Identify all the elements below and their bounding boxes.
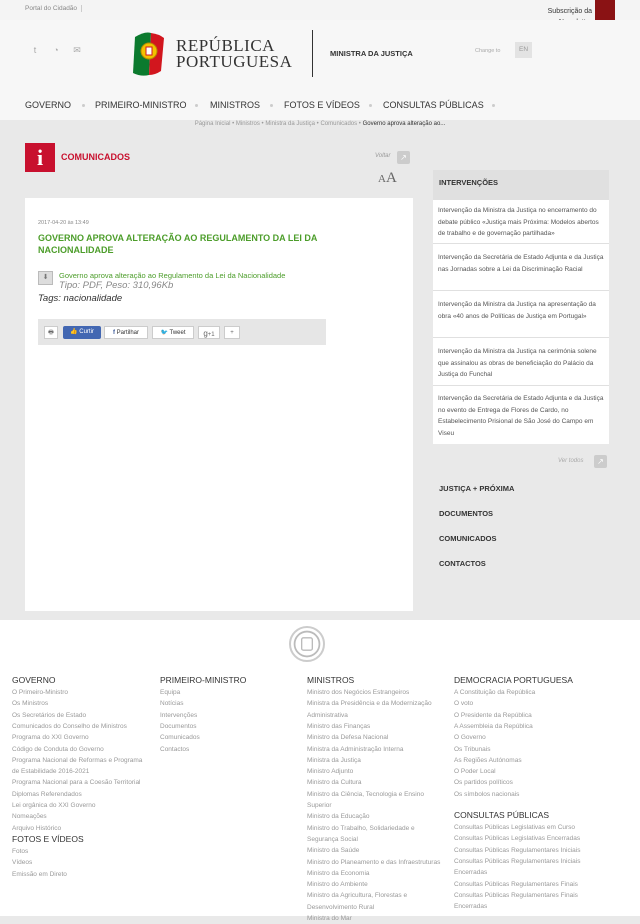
- intervention-item[interactable]: Intervenção da Secretária de Estado Adjunta e da Justiça nas Jornadas sobre a Lei da Discriminação Racial: [438, 254, 604, 273]
- email-icon[interactable]: ✉: [73, 45, 81, 55]
- intervention-item[interactable]: Intervenção da Ministra da Justiça no encerramento do debate público «Justiça mais Próxima: Modelos abertos de trabalho e de governação partilhada»: [438, 207, 599, 237]
- section-title: COMUNICADOS: [61, 152, 130, 162]
- footer-link[interactable]: Código de Conduta do Governo: [12, 745, 104, 753]
- sidebar-header: [433, 170, 609, 200]
- footer-link[interactable]: Documentos: [160, 722, 197, 730]
- nav-separator: [492, 104, 495, 107]
- intervention-item[interactable]: Intervenção da Secretária de Estado Adjunta e da Justiça no evento de Entrega de Flores de Cardo, no Estabelecimento Prisional de São José do Campo em Viseu: [438, 395, 604, 437]
- article-panel: [25, 198, 413, 611]
- footer-link[interactable]: Ministro da Educação: [307, 813, 370, 821]
- see-all-arrow-icon[interactable]: ↗: [594, 455, 607, 468]
- font-decrease-button[interactable]: A: [378, 173, 386, 185]
- footer-link[interactable]: Ministro da Saúde: [307, 847, 360, 855]
- share-label: Partilhar: [116, 330, 139, 336]
- sidebar-link-contactos[interactable]: CONTACTOS: [439, 559, 486, 568]
- footer-link[interactable]: Ministro da Economia: [307, 869, 370, 877]
- article-tags: Tags: nacionalidade: [38, 293, 123, 304]
- list-divider: [433, 290, 609, 291]
- footer-link[interactable]: Ministra da Justiça: [307, 756, 361, 764]
- download-link[interactable]: Governo aprova alteração ao Regulamento da Lei da Nacionalidade: [59, 271, 286, 280]
- footer-link[interactable]: Ministra da Administração Interna: [307, 745, 404, 753]
- footer-link[interactable]: Consultas Públicas Legislativas Encerradas: [454, 835, 581, 843]
- language-en-button[interactable]: EN: [515, 42, 532, 58]
- footer-link[interactable]: O voto: [454, 700, 474, 708]
- ministry-title: MINISTRA DA JUSTIÇA: [330, 49, 413, 58]
- back-link[interactable]: Voltar: [375, 153, 391, 159]
- change-language-label: Change to: [475, 48, 501, 54]
- newsletter-link[interactable]: Subscrição da: [547, 8, 592, 15]
- footer-heading-col1[interactable]: GOVERNO: [12, 675, 56, 685]
- article-date: 2017-04-20 às 13:49: [38, 220, 89, 226]
- breadcrumb-ministros[interactable]: Ministros: [235, 121, 260, 127]
- footer-link[interactable]: Consultas Públicas Regulamentares Iniciais: [454, 857, 581, 865]
- tweet-button[interactable]: 🐦 Tweet: [152, 326, 194, 339]
- footer-link[interactable]: Os partidos políticos: [454, 779, 513, 787]
- footer-link[interactable]: Encerradas: [454, 869, 488, 877]
- footer-link[interactable]: Arquivo Histórico: [12, 824, 62, 832]
- breadcrumb-current: Governo aprova alteração ao...: [362, 121, 446, 127]
- footer-heading-col2[interactable]: PRIMEIRO-MINISTRO: [160, 675, 247, 685]
- footer-link[interactable]: O Poder Local: [454, 768, 496, 776]
- footer-link[interactable]: Ministra da Presidência e da Modernização: [307, 700, 432, 708]
- article-title: GOVERNO APROVA ALTERAÇÃO AO REGULAMENTO DA LEI DA NACIONALIDADE: [38, 233, 318, 255]
- nav-governo[interactable]: GOVERNO: [25, 100, 72, 110]
- footer-link[interactable]: Ministro da Ciência, Tecnologia e Ensino: [307, 790, 424, 798]
- list-divider: [433, 337, 609, 338]
- footer-link[interactable]: Ministro Adjunto: [307, 768, 354, 776]
- breadcrumb-ministra[interactable]: Ministra da Justiça: [265, 121, 315, 127]
- list-divider: [433, 243, 609, 244]
- footer-link[interactable]: Programa Nacional de Reformas e Programa: [12, 756, 143, 764]
- footer-link[interactable]: Vídeos: [12, 859, 33, 867]
- nav-consultas[interactable]: CONSULTAS PÚBLICAS: [383, 100, 484, 110]
- footer-link[interactable]: Segurança Social: [307, 835, 358, 843]
- breadcrumb: Página Inicial • Ministros • Ministra da Justiça • Comunicados • Governo aprova alteração ao...: [194, 121, 446, 127]
- footer-link[interactable]: Notícias: [160, 700, 184, 708]
- sidebar-title: INTERVENÇÕES: [439, 178, 499, 187]
- info-icon: i: [25, 143, 55, 172]
- twitter-icon[interactable]: t: [33, 45, 37, 55]
- like-label: Curtir: [79, 329, 94, 335]
- footer-link[interactable]: Programa Nacional para a Coesão Territorial: [12, 779, 141, 787]
- footer-link[interactable]: Consultas Públicas Legislativas em Curso: [454, 824, 576, 831]
- footer-link[interactable]: Os Tribunais: [454, 745, 491, 753]
- download-meta: Tipo: PDF, Peso: 310,96Kb: [59, 280, 174, 291]
- download-icon[interactable]: ⬇: [38, 271, 53, 285]
- footer-heading-col1b[interactable]: FOTOS E VÍDEOS: [12, 834, 84, 844]
- logo-divider: [312, 30, 313, 77]
- breadcrumb-comunicados[interactable]: Comunicados: [320, 121, 358, 127]
- footer-link[interactable]: Diplomas Referendados: [12, 790, 82, 798]
- footer-link[interactable]: Consultas Públicas Regulamentares Iniciais: [454, 846, 581, 854]
- logo-portuguesa: PORTUGUESA: [176, 52, 293, 71]
- breadcrumb-home[interactable]: Página Inicial: [194, 121, 231, 127]
- sidebar-link-comunicados[interactable]: COMUNICADOS: [439, 534, 497, 543]
- footer-link[interactable]: Encerradas: [454, 903, 488, 911]
- logo-republica: REPÚBLICA: [176, 36, 275, 55]
- footer-link[interactable]: de Estabilidade 2016-2021: [12, 768, 90, 776]
- nav-separator: [270, 104, 273, 107]
- footer-link[interactable]: Os Secretários de Estado: [12, 711, 87, 719]
- footer-link[interactable]: O Presidente da República: [454, 711, 532, 719]
- republic-seal-icon: [289, 626, 325, 662]
- nav-primeiro-ministro[interactable]: PRIMEIRO-MINISTRO: [95, 100, 187, 110]
- print-icon[interactable]: 🖶: [44, 326, 58, 339]
- footer-link[interactable]: Consultas Públicas Regulamentares Finais: [454, 891, 578, 899]
- gplus-button[interactable]: g+1: [198, 326, 220, 339]
- see-all-link[interactable]: Ver todos: [558, 458, 584, 464]
- footer-link[interactable]: Fotos: [12, 848, 29, 855]
- footer-link[interactable]: As Regiões Autónomas: [454, 756, 522, 764]
- sidebar-link-justica[interactable]: JUSTIÇA + PRÓXIMA: [439, 484, 515, 493]
- tweet-label: Tweet: [169, 330, 186, 336]
- nav-separator: [369, 104, 372, 107]
- footer-link[interactable]: Contactos: [160, 745, 190, 753]
- font-size-controls: [378, 170, 397, 187]
- footer-link[interactable]: Intervenções: [160, 711, 198, 719]
- nav-separator: [82, 104, 85, 107]
- footer-link[interactable]: Superior: [307, 802, 332, 809]
- nav-ministros[interactable]: MINISTROS: [210, 100, 261, 110]
- back-arrow-icon[interactable]: ↗: [397, 151, 410, 164]
- footer-link[interactable]: Comunicados do Conselho de Ministros: [12, 722, 127, 730]
- site-header: [0, 20, 640, 90]
- footer-heading-col4b[interactable]: CONSULTAS PÚBLICAS: [454, 810, 550, 820]
- nav-separator: [195, 104, 198, 107]
- footer-link[interactable]: Programa do XXI Governo: [12, 734, 89, 742]
- rss-icon[interactable]: ◔: [53, 45, 59, 55]
- footer-link[interactable]: Ministro do Ambiente: [307, 881, 368, 889]
- portal-link[interactable]: Portal do Cidadão: [25, 5, 82, 12]
- footer-link[interactable]: Ministro dos Negócios Estrangeiros: [307, 689, 410, 696]
- gplus-label: +1: [207, 332, 215, 338]
- footer-link[interactable]: Ministro das Finanças: [307, 722, 371, 730]
- footer-link[interactable]: Ministro da Agricultura, Florestas e: [307, 892, 408, 900]
- footer-link[interactable]: Consultas Públicas Regulamentares Finais: [454, 880, 578, 888]
- nav-fotos-videos[interactable]: FOTOS E VÍDEOS: [284, 100, 360, 110]
- footer-link[interactable]: Ministro da Cultura: [307, 779, 362, 787]
- footer-link[interactable]: Lei orgânica do XXI Governo: [12, 802, 96, 809]
- list-divider: [433, 385, 609, 386]
- footer-link[interactable]: Ministro da Defesa Nacional: [307, 734, 389, 742]
- portugal-flag-logo[interactable]: [131, 29, 165, 79]
- footer-link[interactable]: Nomeações: [12, 813, 47, 821]
- footer-link[interactable]: A Constituição da República: [454, 689, 536, 696]
- facebook-share-button[interactable]: f Partilhar: [104, 326, 148, 339]
- intervention-item[interactable]: Intervenção da Ministra da Justiça na cerimónia solene que assinalou as obras de beneficiação do Palácio da Justiça do Funchal: [438, 348, 597, 378]
- like-button[interactable]: 👍 Curtir: [63, 326, 101, 339]
- more-share-button[interactable]: +: [224, 326, 240, 339]
- footer-link[interactable]: Ministra do Mar: [307, 915, 352, 922]
- footer-link[interactable]: Emissão em Direto: [12, 870, 67, 878]
- footer-link[interactable]: Os símbolos nacionais: [454, 790, 520, 798]
- footer-link[interactable]: Desenvolvimento Rural: [307, 903, 375, 911]
- footer-link[interactable]: Equipa: [160, 689, 181, 696]
- footer-link[interactable]: O Primeiro-Ministro: [12, 689, 68, 696]
- footer-link[interactable]: Ministro do Trabalho, Solidariedade e: [307, 824, 415, 832]
- font-increase-button[interactable]: A: [385, 170, 397, 186]
- footer-heading-col4[interactable]: DEMOCRACIA PORTUGUESA: [454, 675, 573, 685]
- footer-link[interactable]: Ministro do Planeamento e das Infraestruturas: [307, 858, 441, 866]
- footer-link[interactable]: A Assembleia da República: [454, 722, 533, 730]
- sidebar-link-documentos[interactable]: DOCUMENTOS: [439, 509, 494, 518]
- footer-link[interactable]: O Governo: [454, 734, 486, 742]
- footer-link[interactable]: Administrativa: [307, 711, 348, 719]
- footer-heading-col3[interactable]: MINISTROS: [307, 675, 355, 685]
- intervention-item[interactable]: Intervenção da Ministra da Justiça na apresentação da obra «40 anos de Políticas de Justiça em Portugal»: [438, 301, 596, 320]
- footer-link[interactable]: Os Ministros: [12, 700, 49, 708]
- footer-link[interactable]: Comunicados: [160, 734, 200, 742]
